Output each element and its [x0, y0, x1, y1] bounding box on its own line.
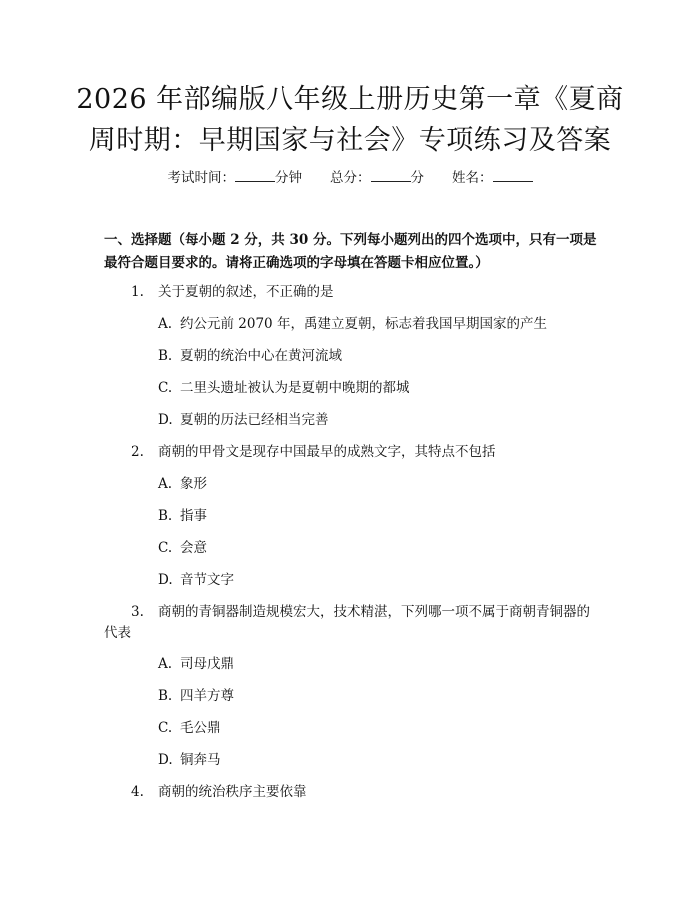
question-stem: 商朝的甲骨文是现存中国最早的成熟文字，其特点不包括	[158, 444, 496, 460]
option-text: 毛公鼎	[180, 720, 221, 736]
score-blank	[371, 167, 411, 182]
name-blank	[493, 167, 533, 182]
question-number: 3.	[131, 604, 144, 620]
question-number: 4.	[131, 784, 144, 800]
section-heading-line-2: 最符合题目要求的。请将正确选项的字母填在答题卡相应位置。）	[104, 255, 489, 271]
section-heading-line-1: 一、选择题（每小题 2 分，共 30 分。下列每小题列出的四个选项中，只有一项是	[104, 232, 597, 248]
time-label: 考试时间：	[167, 170, 235, 186]
option-letter: D.	[158, 572, 173, 588]
option-letter: B.	[158, 508, 173, 524]
score-unit: 分	[410, 170, 424, 186]
question-stem: 关于夏朝的叙述，不正确的是	[158, 284, 334, 300]
option-letter: C.	[158, 540, 173, 556]
question-2-option-b	[158, 504, 618, 528]
option-letter: D.	[158, 412, 173, 428]
question-2	[104, 440, 604, 464]
question-stem: 商朝的青铜器制造规模宏大，技术精湛，下列哪一项不属于商朝青铜器的	[158, 604, 590, 620]
option-text: 指事	[180, 508, 207, 524]
question-number: 1.	[131, 284, 144, 300]
question-number: 2.	[131, 444, 144, 460]
question-1-option-b	[158, 344, 618, 368]
question-2-option-a	[158, 472, 618, 496]
question-3-stem-continuation: 代表	[104, 625, 131, 641]
option-letter: A.	[158, 656, 173, 672]
exam-title-line-2: 周时期：早期国家与社会》专项练习及答案	[88, 125, 612, 156]
name-label: 姓名：	[452, 170, 493, 186]
option-text: 二里头遗址被认为是夏朝中晚期的都城	[180, 380, 410, 396]
option-text: 夏朝的历法已经相当完善	[180, 412, 329, 428]
question-1-option-c	[158, 376, 618, 400]
option-letter: B.	[158, 688, 173, 704]
question-1-option-d	[158, 408, 618, 432]
option-text: 约公元前 2070 年，禹建立夏朝，标志着我国早期国家的产生	[180, 316, 547, 332]
option-letter: A.	[158, 476, 173, 492]
option-letter: D.	[158, 752, 173, 768]
option-letter: C.	[158, 380, 173, 396]
question-3-option-d	[158, 748, 618, 772]
question-3-option-a	[158, 652, 618, 676]
score-label: 总分：	[330, 170, 371, 186]
time-blank	[235, 167, 275, 182]
question-1	[104, 280, 604, 304]
option-text: 铜奔马	[180, 752, 221, 768]
time-unit: 分钟	[275, 170, 302, 186]
option-letter: C.	[158, 720, 173, 736]
option-text: 象形	[180, 476, 207, 492]
option-text: 音节文字	[180, 572, 234, 588]
option-letter: B.	[158, 348, 173, 364]
question-stem: 商朝的统治秩序主要依靠	[158, 784, 307, 800]
option-letter: A.	[158, 316, 173, 332]
option-text: 会意	[180, 540, 207, 556]
exam-meta	[0, 166, 700, 190]
question-3-option-b	[158, 684, 618, 708]
question-2-option-d	[158, 568, 618, 592]
option-text: 夏朝的统治中心在黄河流域	[180, 348, 342, 364]
question-2-option-c	[158, 536, 618, 560]
question-4	[104, 780, 604, 804]
option-text: 司母戊鼎	[180, 656, 234, 672]
question-3-option-c	[158, 716, 618, 740]
option-text: 四羊方尊	[180, 688, 234, 704]
question-1-option-a	[158, 312, 618, 336]
exam-title-line-1: 2026 年部编版八年级上册历史第一章《夏商	[76, 84, 624, 115]
